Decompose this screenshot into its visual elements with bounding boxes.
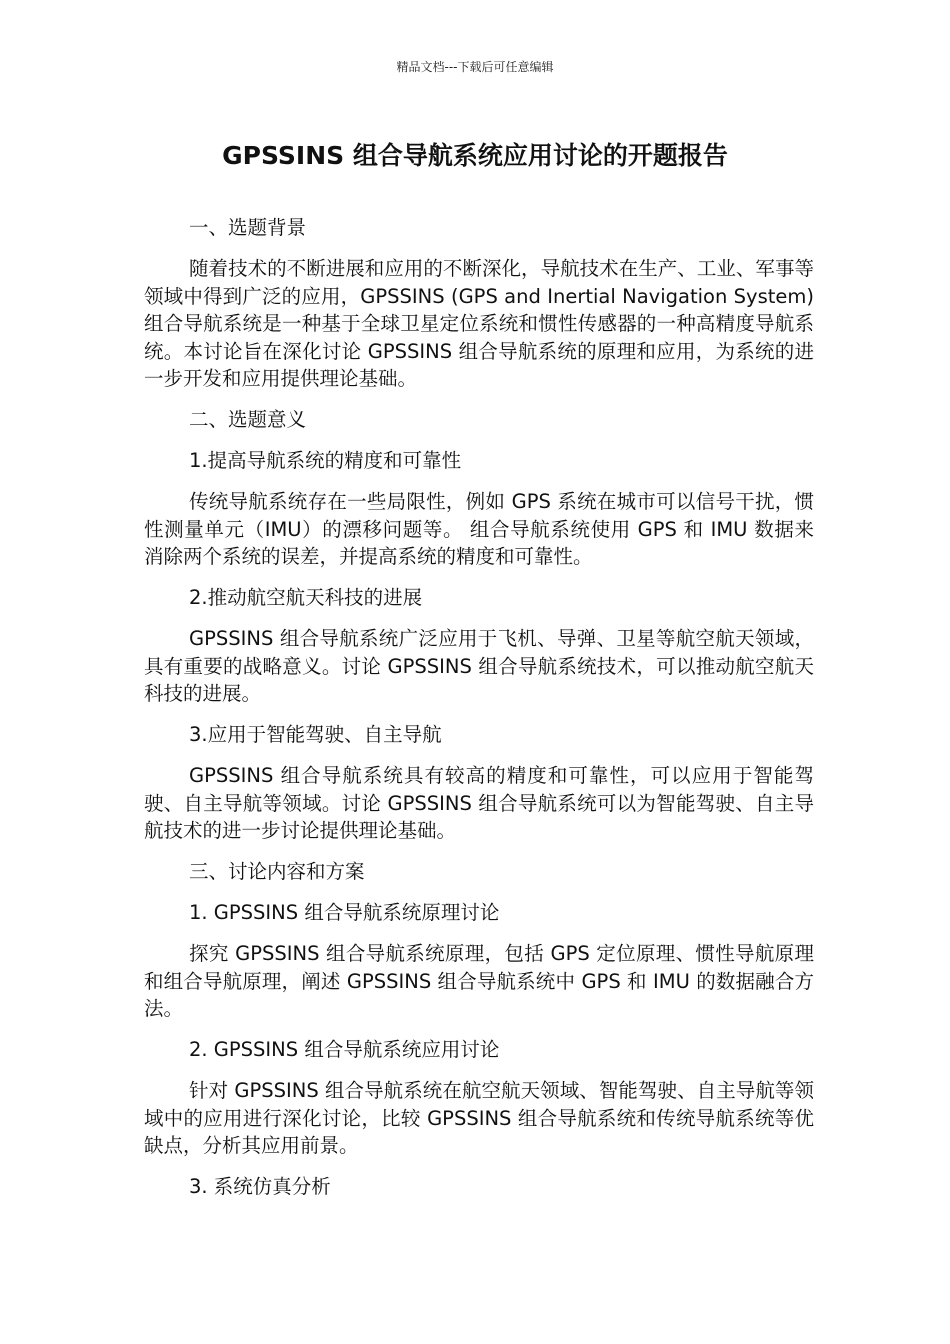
paragraph-application: 针对 GPSSINS 组合导航系统在航空航天领域、智能驾驶、自主导航等领域中的应用进行深化讨论，比较 GPSSINS 组合导航系统和传统导航系统等优缺点，分析其应用前景。 [144, 1079, 814, 1157]
section-heading-significance: 二、选题意义 [189, 408, 307, 431]
subheading-principle: 1. GPSSINS 组合导航系统原理讨论 [189, 901, 500, 924]
subheading-aerospace: 2.推动航空航天科技的进展 [189, 586, 423, 609]
document-title: GPSSINS 组合导航系统应用讨论的开题报告 [222, 141, 728, 170]
section-heading-content: 三、讨论内容和方案 [189, 860, 365, 883]
paragraph-autonomous: GPSSINS 组合导航系统具有较高的精度和可靠性，可以应用于智能驾驶、自主导航等领域。讨论 GPSSINS 组合导航系统可以为智能驾驶、自主导航技术的进一步讨论提供理论基础。 [144, 764, 814, 842]
subheading-accuracy: 1.提高导航系统的精度和可靠性 [189, 449, 462, 472]
paragraph-principle: 探究 GPSSINS 组合导航系统原理，包括 GPS 定位原理、惯性导航原理和组合导航原理，阐述 GPSSINS 组合导航系统中 GPS 和 IMU 的数据融合方法。 [144, 942, 814, 1020]
section-heading-background: 一、选题背景 [189, 216, 307, 239]
subheading-autonomous: 3.应用于智能驾驶、自主导航 [189, 723, 442, 746]
subheading-simulation: 3. 系统仿真分析 [189, 1175, 331, 1198]
paragraph-accuracy: 传统导航系统存在一些局限性，例如 GPS 系统在城市可以信号干扰，惯性测量单元（IMU）的漂移问题等。 组合导航系统使用 GPS 和 IMU 数据来消除两个系统的误差，并提高系统的精度和可靠性。 [144, 490, 814, 568]
page-header-note: 精品文档---下载后可任意编辑 [396, 60, 554, 74]
subheading-application: 2. GPSSINS 组合导航系统应用讨论 [189, 1038, 500, 1061]
paragraph-background: 随着技术的不断进展和应用的不断深化，导航技术在生产、工业、军事等领域中得到广泛的应用，GPSSINS (GPS and Inertial Navigation System) 组合导航系统是一种基于全球卫星定位系统和惯性传感器的一种高精度导航系统。本讨论旨在深化讨论 GPSSINS 组合导航系统的原理和应用，为系统的进一步开发和应用提供理论基础。 [144, 257, 814, 390]
paragraph-aerospace: GPSSINS 组合导航系统广泛应用于飞机、导弹、卫星等航空航天领域，具有重要的战略意义。讨论 GPSSINS 组合导航系统技术，可以推动航空航天科技的进展。 [144, 627, 814, 705]
document-body [144, 214, 814, 1214]
